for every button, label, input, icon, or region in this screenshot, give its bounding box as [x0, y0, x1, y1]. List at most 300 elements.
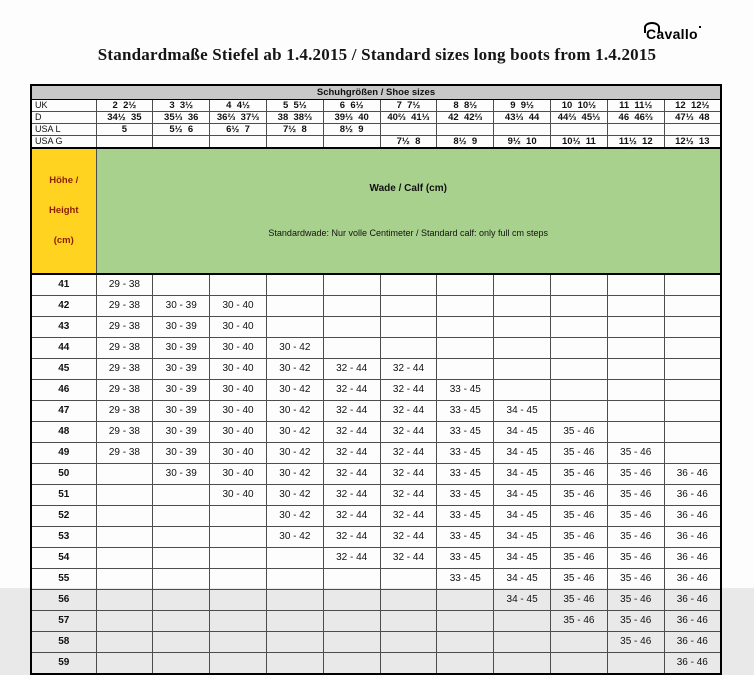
calf-range-cell: 33 - 45	[437, 547, 494, 568]
calf-range-cell: 32 - 44	[323, 547, 380, 568]
boot-size-table	[30, 84, 722, 675]
calf-range-cell: 32 - 44	[380, 421, 437, 442]
size-system-label: USA G	[31, 136, 96, 149]
shoe-size-cell: 6 6½	[323, 100, 380, 112]
calf-range-cell	[494, 295, 551, 316]
calf-range-cell	[266, 568, 323, 589]
shoe-size-cell: 34½ 35	[96, 112, 153, 124]
calf-range-cell: 34 - 45	[494, 589, 551, 610]
calf-range-cell: 35 - 46	[551, 526, 608, 547]
shoe-size-cell: 12 12½	[664, 100, 721, 112]
calf-range-cell: 30 - 39	[153, 463, 210, 484]
calf-range-cell	[494, 379, 551, 400]
calf-range-cell: 32 - 44	[323, 484, 380, 505]
height-row-44	[31, 337, 721, 358]
calf-range-cell	[153, 526, 210, 547]
calf-range-cell	[551, 295, 608, 316]
calf-range-cell	[551, 400, 608, 421]
calf-range-cell	[96, 631, 153, 652]
calf-range-cell	[494, 652, 551, 674]
calf-range-cell	[153, 484, 210, 505]
calf-range-cell: 29 - 38	[96, 337, 153, 358]
height-label: 42	[31, 295, 96, 316]
calf-range-cell	[210, 274, 267, 296]
height-row-59	[31, 652, 721, 674]
shoe-size-cell: 5½ 6	[153, 124, 210, 136]
calf-range-cell: 35 - 46	[551, 442, 608, 463]
shoe-size-cell	[607, 124, 664, 136]
calf-range-cell	[437, 631, 494, 652]
calf-range-cell	[380, 316, 437, 337]
calf-range-cell: 32 - 44	[380, 505, 437, 526]
calf-range-cell: 33 - 45	[437, 442, 494, 463]
calf-range-cell	[210, 589, 267, 610]
shoe-size-cell	[551, 124, 608, 136]
shoe-size-cell: 42 42⅔	[437, 112, 494, 124]
height-row-46	[31, 379, 721, 400]
calf-range-cell: 30 - 40	[210, 442, 267, 463]
calf-range-cell	[210, 547, 267, 568]
shoe-size-cell: 7 7½	[380, 100, 437, 112]
shoe-size-cell: 47⅓ 48	[664, 112, 721, 124]
height-row-49	[31, 442, 721, 463]
calf-range-cell	[380, 610, 437, 631]
shoe-size-cell: 11 11½	[607, 100, 664, 112]
calf-range-cell	[210, 526, 267, 547]
calf-range-cell: 32 - 44	[380, 526, 437, 547]
calf-range-cell: 32 - 44	[380, 358, 437, 379]
height-row-52	[31, 505, 721, 526]
shoe-size-cell	[380, 124, 437, 136]
calf-range-cell	[96, 484, 153, 505]
calf-range-cell	[96, 505, 153, 526]
calf-range-cell: 35 - 46	[607, 463, 664, 484]
height-row-57	[31, 610, 721, 631]
shoe-size-cell: 35⅓ 36	[153, 112, 210, 124]
calf-range-cell	[380, 589, 437, 610]
calf-range-cell: 30 - 40	[210, 421, 267, 442]
shoe-size-cell	[266, 136, 323, 149]
height-label: 57	[31, 610, 96, 631]
logo-text: Cavallo	[646, 26, 698, 42]
height-label: 53	[31, 526, 96, 547]
calf-range-cell	[266, 274, 323, 296]
calf-range-cell	[437, 316, 494, 337]
shoe-size-cell: 4 4½	[210, 100, 267, 112]
calf-range-cell: 34 - 45	[494, 547, 551, 568]
calf-range-cell: 30 - 39	[153, 442, 210, 463]
page-title: Standardmaße Stiefel ab 1.4.2015 / Standard sizes long boots from 1.4.2015	[97, 45, 657, 64]
calf-range-cell: 34 - 45	[494, 421, 551, 442]
calf-range-cell: 30 - 40	[210, 400, 267, 421]
height-header-line: Höhe /	[49, 174, 79, 186]
size-system-row-uk	[31, 100, 721, 112]
shoe-size-cell: 43⅓ 44	[494, 112, 551, 124]
calf-range-cell: 30 - 39	[153, 421, 210, 442]
calf-range-cell	[664, 400, 721, 421]
calf-range-cell	[664, 337, 721, 358]
calf-range-cell: 29 - 38	[96, 421, 153, 442]
shoe-size-cell: 8½ 9	[323, 124, 380, 136]
calf-range-cell	[551, 274, 608, 296]
height-label: 55	[31, 568, 96, 589]
calf-range-cell: 29 - 38	[96, 295, 153, 316]
calf-range-cell: 34 - 45	[494, 526, 551, 547]
height-row-47	[31, 400, 721, 421]
calf-range-cell: 30 - 40	[210, 337, 267, 358]
calf-range-cell	[607, 274, 664, 296]
calf-range-cell: 30 - 39	[153, 337, 210, 358]
calf-range-cell	[323, 631, 380, 652]
calf-range-cell	[96, 652, 153, 674]
calf-range-cell	[664, 274, 721, 296]
calf-range-cell: 32 - 44	[380, 547, 437, 568]
calf-range-cell: 30 - 42	[266, 442, 323, 463]
calf-range-cell	[153, 547, 210, 568]
shoe-size-cell: 36⅔ 37⅓	[210, 112, 267, 124]
height-row-43	[31, 316, 721, 337]
calf-range-cell: 35 - 46	[607, 589, 664, 610]
calf-range-cell: 30 - 39	[153, 316, 210, 337]
calf-range-cell: 32 - 44	[323, 379, 380, 400]
calf-range-cell	[607, 400, 664, 421]
calf-range-cell	[96, 589, 153, 610]
height-label: 50	[31, 463, 96, 484]
calf-range-cell: 32 - 44	[380, 463, 437, 484]
shoe-size-cell	[210, 136, 267, 149]
calf-range-cell	[266, 610, 323, 631]
calf-range-cell: 34 - 45	[494, 400, 551, 421]
calf-range-cell	[380, 295, 437, 316]
shoe-sizes-header: Schuhgrößen / Shoe sizes	[31, 85, 721, 100]
cavallo-logo	[646, 26, 698, 42]
calf-range-cell: 36 - 46	[664, 631, 721, 652]
calf-range-cell	[664, 421, 721, 442]
calf-range-cell	[96, 463, 153, 484]
calf-range-cell	[380, 568, 437, 589]
calf-range-cell	[210, 568, 267, 589]
shoe-size-cell: 8 8½	[437, 100, 494, 112]
height-label: 46	[31, 379, 96, 400]
height-label: 43	[31, 316, 96, 337]
calf-range-cell	[664, 295, 721, 316]
calf-range-cell: 35 - 46	[607, 505, 664, 526]
calf-range-cell: 30 - 39	[153, 379, 210, 400]
calf-range-cell	[551, 358, 608, 379]
calf-range-cell: 35 - 46	[551, 568, 608, 589]
height-label: 41	[31, 274, 96, 296]
logo-arc-icon	[644, 22, 660, 33]
calf-range-cell	[323, 610, 380, 631]
calf-range-cell	[551, 337, 608, 358]
height-row-58	[31, 631, 721, 652]
calf-range-cell	[664, 316, 721, 337]
calf-range-cell: 34 - 45	[494, 463, 551, 484]
calf-range-cell: 30 - 42	[266, 358, 323, 379]
calf-range-cell	[323, 274, 380, 296]
calf-range-cell	[607, 316, 664, 337]
size-system-row-usa-l	[31, 124, 721, 136]
calf-range-cell: 32 - 44	[323, 505, 380, 526]
height-label: 56	[31, 589, 96, 610]
height-row-53	[31, 526, 721, 547]
calf-range-cell: 30 - 40	[210, 484, 267, 505]
size-system-label: UK	[31, 100, 96, 112]
calf-range-cell	[266, 631, 323, 652]
calf-range-cell: 35 - 46	[607, 610, 664, 631]
shoe-size-cell: 9 9½	[494, 100, 551, 112]
calf-range-cell	[266, 316, 323, 337]
calf-range-cell: 36 - 46	[664, 547, 721, 568]
height-label: 58	[31, 631, 96, 652]
calf-range-cell	[323, 337, 380, 358]
calf-range-cell	[607, 421, 664, 442]
calf-range-cell: 35 - 46	[551, 505, 608, 526]
calf-range-cell: 36 - 46	[664, 652, 721, 674]
calf-range-cell	[494, 316, 551, 337]
calf-range-cell	[494, 337, 551, 358]
calf-range-cell: 33 - 45	[437, 526, 494, 547]
height-row-56	[31, 589, 721, 610]
calf-range-cell	[96, 547, 153, 568]
calf-range-cell	[323, 652, 380, 674]
height-header-line: Height	[48, 204, 79, 216]
calf-range-cell	[323, 295, 380, 316]
calf-range-cell: 32 - 44	[323, 463, 380, 484]
calf-range-cell: 34 - 45	[494, 505, 551, 526]
calf-range-cell: 30 - 39	[153, 358, 210, 379]
calf-range-cell	[153, 589, 210, 610]
shoe-size-cell: 40⅔ 41⅓	[380, 112, 437, 124]
calf-range-cell: 30 - 42	[266, 421, 323, 442]
calf-range-cell: 32 - 44	[323, 400, 380, 421]
calf-range-cell: 29 - 38	[96, 316, 153, 337]
shoe-size-cell: 8½ 9	[437, 136, 494, 149]
calf-range-cell: 35 - 46	[607, 568, 664, 589]
calf-range-cell: 35 - 46	[551, 421, 608, 442]
calf-range-cell: 30 - 42	[266, 379, 323, 400]
calf-range-cell	[153, 568, 210, 589]
calf-range-cell	[210, 631, 267, 652]
shoe-size-cell	[96, 136, 153, 149]
calf-range-cell: 32 - 44	[323, 442, 380, 463]
calf-range-cell	[664, 379, 721, 400]
calf-range-cell: 30 - 42	[266, 505, 323, 526]
size-system-label: USA L	[31, 124, 96, 136]
shoe-size-cell: 10 10½	[551, 100, 608, 112]
calf-range-cell: 33 - 45	[437, 379, 494, 400]
calf-range-cell: 29 - 38	[96, 358, 153, 379]
calf-range-cell: 30 - 42	[266, 463, 323, 484]
calf-range-cell	[266, 295, 323, 316]
calf-range-cell: 32 - 44	[380, 379, 437, 400]
calf-range-cell	[96, 568, 153, 589]
calf-range-cell: 33 - 45	[437, 421, 494, 442]
calf-range-cell	[153, 274, 210, 296]
calf-range-cell	[153, 505, 210, 526]
calf-range-cell	[607, 652, 664, 674]
calf-range-cell: 35 - 46	[607, 631, 664, 652]
calf-range-cell	[551, 652, 608, 674]
calf-range-cell	[380, 631, 437, 652]
calf-range-cell: 35 - 46	[551, 610, 608, 631]
calf-range-cell: 36 - 46	[664, 484, 721, 505]
calf-range-cell: 30 - 39	[153, 400, 210, 421]
calf-range-cell	[380, 652, 437, 674]
shoe-size-cell: 12½ 13	[664, 136, 721, 149]
calf-range-cell	[210, 505, 267, 526]
shoe-size-cell: 39⅓ 40	[323, 112, 380, 124]
calf-range-cell	[437, 610, 494, 631]
calf-range-cell	[266, 547, 323, 568]
calf-range-cell: 35 - 46	[551, 484, 608, 505]
calf-range-cell: 34 - 45	[494, 568, 551, 589]
calf-range-cell: 32 - 44	[380, 400, 437, 421]
calf-header-subtitle: Standardwade: Nur volle Centimeter / Standard calf: only full cm steps	[268, 228, 549, 239]
calf-range-cell: 36 - 46	[664, 463, 721, 484]
calf-range-cell: 34 - 45	[494, 442, 551, 463]
calf-range-cell	[437, 295, 494, 316]
shoe-size-cell: 5 5½	[266, 100, 323, 112]
calf-range-cell: 35 - 46	[607, 526, 664, 547]
calf-range-cell: 30 - 42	[266, 526, 323, 547]
calf-range-cell: 30 - 42	[266, 484, 323, 505]
calf-range-cell: 30 - 42	[266, 400, 323, 421]
calf-range-cell: 29 - 38	[96, 400, 153, 421]
calf-range-cell: 33 - 45	[437, 400, 494, 421]
height-row-51	[31, 484, 721, 505]
height-column-header	[31, 148, 96, 274]
calf-range-cell	[494, 631, 551, 652]
calf-column-header	[96, 148, 721, 274]
shoe-size-cell: 7½ 8	[380, 136, 437, 149]
shoe-size-cell: 3 3½	[153, 100, 210, 112]
calf-range-cell	[664, 442, 721, 463]
calf-range-cell: 35 - 46	[607, 547, 664, 568]
calf-range-cell: 35 - 46	[607, 442, 664, 463]
shoe-size-cell: 11½ 12	[607, 136, 664, 149]
calf-range-cell	[437, 337, 494, 358]
calf-range-cell	[266, 652, 323, 674]
calf-range-cell: 32 - 44	[380, 484, 437, 505]
shoe-size-cell: 5	[96, 124, 153, 136]
shoe-size-cell: 46 46⅔	[607, 112, 664, 124]
calf-range-cell	[210, 610, 267, 631]
calf-range-cell: 30 - 40	[210, 316, 267, 337]
calf-range-cell: 33 - 45	[437, 505, 494, 526]
calf-range-cell: 30 - 39	[153, 295, 210, 316]
calf-range-cell	[437, 358, 494, 379]
height-label: 47	[31, 400, 96, 421]
shoe-size-cell	[153, 136, 210, 149]
calf-range-cell: 32 - 44	[380, 442, 437, 463]
logo-trademark-mark	[699, 26, 701, 28]
calf-range-cell: 32 - 44	[323, 358, 380, 379]
height-row-45	[31, 358, 721, 379]
calf-range-cell: 36 - 46	[664, 589, 721, 610]
calf-range-cell: 30 - 40	[210, 358, 267, 379]
calf-range-cell: 35 - 46	[551, 463, 608, 484]
calf-range-cell: 29 - 38	[96, 379, 153, 400]
calf-range-cell: 30 - 42	[266, 337, 323, 358]
calf-range-cell	[96, 610, 153, 631]
calf-range-cell	[551, 316, 608, 337]
calf-range-cell	[210, 652, 267, 674]
calf-range-cell: 30 - 40	[210, 295, 267, 316]
height-label: 44	[31, 337, 96, 358]
shoe-size-cell	[437, 124, 494, 136]
shoe-sizes-header-row	[31, 85, 721, 100]
shoe-size-cell: 2 2½	[96, 100, 153, 112]
calf-range-cell: 33 - 45	[437, 463, 494, 484]
height-row-54	[31, 547, 721, 568]
height-label: 49	[31, 442, 96, 463]
height-label: 59	[31, 652, 96, 674]
calf-range-cell: 30 - 40	[210, 379, 267, 400]
calf-range-cell: 36 - 46	[664, 526, 721, 547]
shoe-size-cell: 9½ 10	[494, 136, 551, 149]
calf-range-cell	[607, 379, 664, 400]
calf-range-cell	[551, 631, 608, 652]
calf-range-cell	[323, 589, 380, 610]
shoe-size-cell: 38 38⅔	[266, 112, 323, 124]
height-row-48	[31, 421, 721, 442]
calf-range-cell	[437, 274, 494, 296]
height-label: 52	[31, 505, 96, 526]
calf-range-cell: 36 - 46	[664, 568, 721, 589]
height-row-42	[31, 295, 721, 316]
calf-range-cell	[96, 526, 153, 547]
shoe-size-cell: 6½ 7	[210, 124, 267, 136]
calf-range-cell	[494, 274, 551, 296]
calf-range-cell: 35 - 46	[607, 484, 664, 505]
height-row-41	[31, 274, 721, 296]
calf-range-cell: 32 - 44	[323, 526, 380, 547]
height-label: 54	[31, 547, 96, 568]
calf-range-cell: 33 - 45	[437, 484, 494, 505]
calf-range-cell	[664, 358, 721, 379]
calf-range-cell	[607, 358, 664, 379]
shoe-size-cell	[664, 124, 721, 136]
height-label: 48	[31, 421, 96, 442]
shoe-size-cell	[323, 136, 380, 149]
calf-range-cell	[380, 274, 437, 296]
calf-range-cell	[153, 631, 210, 652]
calf-range-cell	[494, 610, 551, 631]
calf-range-cell	[323, 568, 380, 589]
calf-range-cell: 35 - 46	[551, 589, 608, 610]
size-system-row-d	[31, 112, 721, 124]
calf-range-cell	[607, 337, 664, 358]
calf-range-cell: 30 - 40	[210, 463, 267, 484]
shoe-size-cell: 44⅔ 45⅓	[551, 112, 608, 124]
calf-header-row	[31, 148, 721, 274]
calf-range-cell: 36 - 46	[664, 610, 721, 631]
height-row-55	[31, 568, 721, 589]
calf-range-cell	[551, 379, 608, 400]
calf-range-cell	[153, 652, 210, 674]
calf-range-cell	[266, 589, 323, 610]
shoe-size-cell	[494, 124, 551, 136]
shoe-size-cell: 7½ 8	[266, 124, 323, 136]
calf-range-cell	[437, 589, 494, 610]
calf-range-cell	[607, 295, 664, 316]
height-row-50	[31, 463, 721, 484]
height-header-line: (cm)	[53, 234, 74, 246]
height-label: 51	[31, 484, 96, 505]
calf-range-cell: 29 - 38	[96, 274, 153, 296]
height-label: 45	[31, 358, 96, 379]
